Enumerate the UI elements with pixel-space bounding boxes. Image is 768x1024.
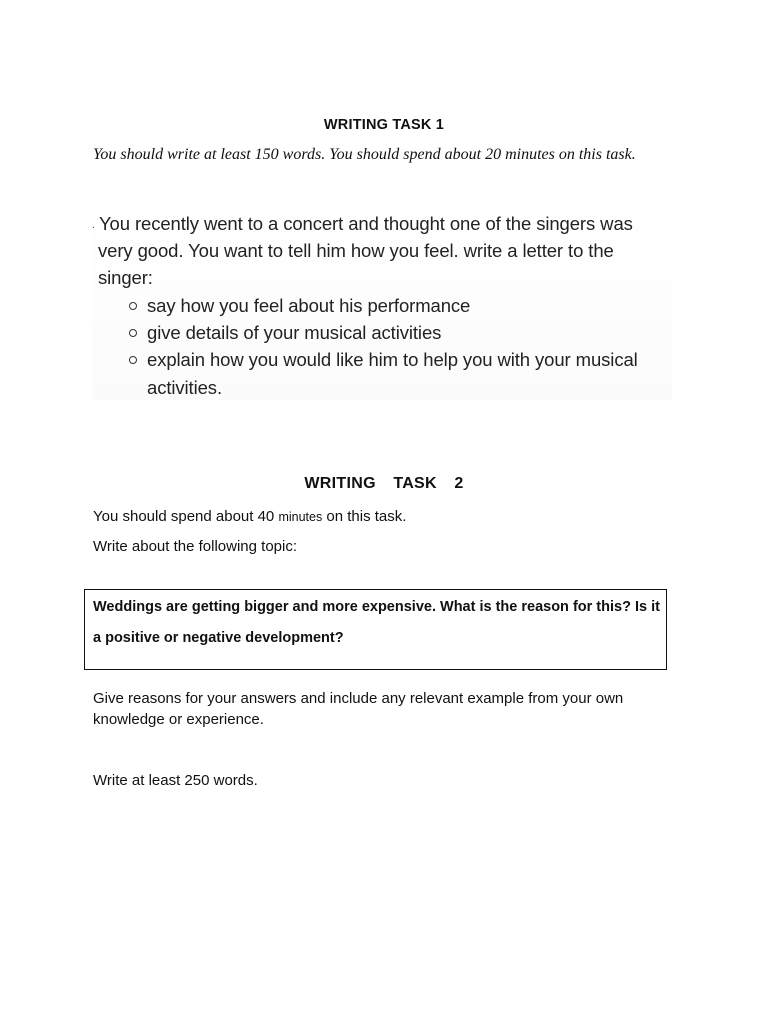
time-instruction-suffix: on this task. — [322, 508, 407, 525]
hollow-bullet-icon — [129, 302, 137, 310]
bullet-item-2: give details of your musical activities — [147, 322, 442, 343]
task2-time-instruction — [93, 508, 406, 525]
topic-box — [84, 589, 667, 670]
prompt-line-2: very good. You want to tell him how you feel. write a letter to the — [98, 240, 614, 261]
task1-prompt-image — [92, 210, 672, 400]
bullet-item-3-continued: activities. — [147, 377, 222, 398]
task2-topic-intro: Write about the following topic: — [93, 538, 298, 555]
task1-instruction: You should write at least 150 words. You should spend about 20 minutes on this task. — [93, 146, 636, 163]
hollow-bullet-icon — [129, 356, 137, 364]
word-count-instruction: Write at least 250 words. — [93, 772, 258, 789]
topic-line-1: Weddings are getting bigger and more expensive. What is the reason for this? Is it — [93, 599, 660, 615]
prompt-line-1: You recently went to a concert and thought one of the singers was — [99, 213, 633, 234]
topic-line-2: a positive or negative development? — [93, 630, 344, 646]
time-instruction-unit: minutes — [278, 510, 323, 524]
time-instruction-prefix: You should spend about 40 — [93, 508, 279, 525]
reasons-line-1: Give reasons for your answers and include any relevant example from your own — [93, 690, 624, 707]
prompt-line-3: singer: — [98, 267, 153, 288]
task1-heading: WRITING TASK 1 — [323, 117, 445, 133]
reasons-line-2: knowledge or experience. — [93, 711, 264, 728]
hollow-bullet-icon — [129, 329, 137, 337]
bullet-item-1: say how you feel about his performance — [147, 295, 471, 316]
task2-heading: WRITING TASK 2 — [304, 475, 464, 492]
bullet-item-3: explain how you would like him to help you with your musical — [147, 349, 638, 370]
prompt-dot: . — [92, 220, 95, 231]
